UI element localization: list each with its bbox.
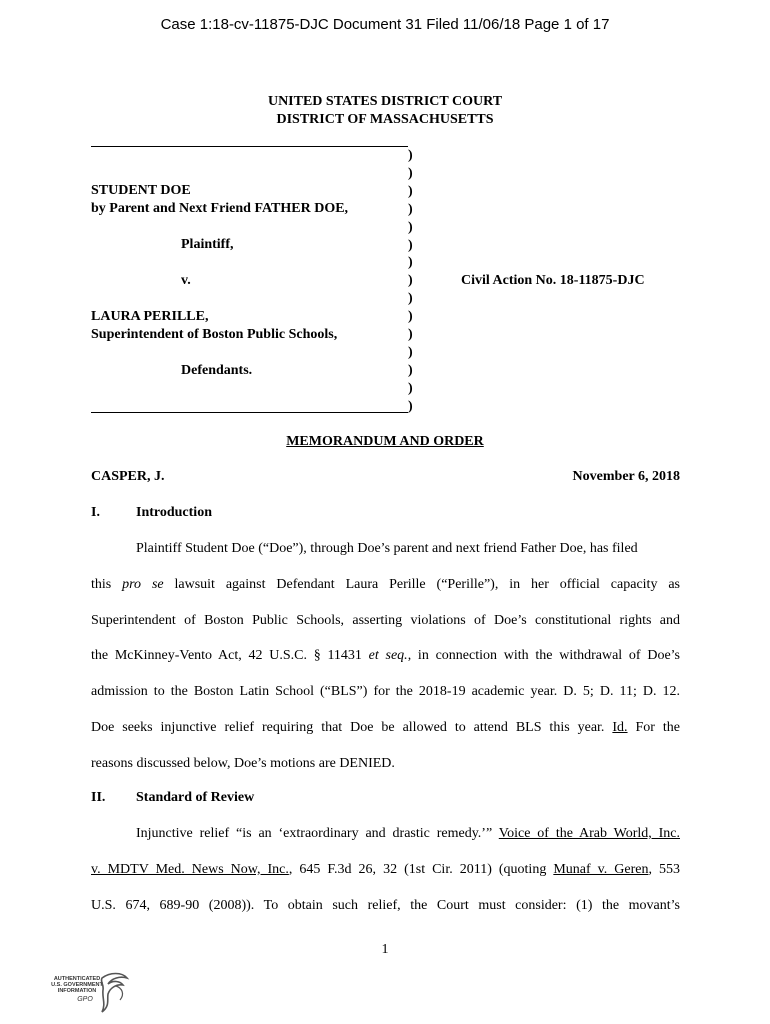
paragraph-line: Superintendent of Boston Public Schools, asserting violations of Doe’s constitutional rights and (91, 612, 680, 628)
standard-paragraph (91, 816, 680, 923)
section-number: II. (91, 790, 106, 805)
gpo-mark: GPO (77, 996, 93, 1003)
plaintiff-representative: by Parent and Next Friend FATHER DOE, (91, 201, 349, 216)
plaintiff-label: Plaintiff, (181, 237, 234, 252)
section-title: Introduction (136, 505, 212, 520)
court-name: UNITED STATES DISTRICT COURT (267, 94, 503, 109)
defendant-title: Superintendent of Boston Public Schools, (91, 327, 338, 342)
introduction-paragraph (91, 531, 680, 782)
defendant-name: LAURA PERILLE, (91, 309, 209, 324)
gpo-text-line: AUTHENTICATED (53, 976, 101, 982)
order-date: November 6, 2018 (572, 469, 680, 484)
paragraph-line: Doe seeks injunctive relief requiring that Doe be allowed to attend BLS this year. Id. For the (91, 719, 680, 735)
section-title: Standard of Review (136, 790, 255, 805)
eagle-icon (98, 970, 130, 1016)
paragraph-line: admission to the Boston Latin School (“BLS”) for the 2018-19 academic year. D. 5; D. 11; D. 12. (91, 684, 680, 700)
versus: v. (181, 273, 191, 288)
paragraph-line: Injunctive relief “is an ‘extraordinary and drastic remedy.’” Voice of the Arab World, Inc. (136, 826, 680, 841)
document-title: MEMORANDUM AND ORDER (286, 434, 484, 449)
paragraph-line: v. MDTV Med. News Now, Inc., 645 F.3d 26, 32 (1st Cir. 2011) (quoting Munaf v. Geren, 553 (91, 861, 680, 877)
defendants-label: Defendants. (181, 363, 253, 378)
paragraph-line: U.S. 674, 689-90 (2008)). To obtain such relief, the Court must consider: (1) the movant’s (91, 897, 680, 913)
caption-parentheses: ) ) ) ) ) ) ) ) ) ) ) ) ) ) ) (408, 148, 413, 414)
case-header: Case 1:18-cv-11875-DJC Document 31 Filed 11/06/18 Page 1 of 17 (160, 16, 610, 33)
civil-action-number: Civil Action No. 18-11875-DJC (461, 273, 645, 288)
court-district: DISTRICT OF MASSACHUSETTS (276, 112, 494, 127)
gpo-authentication-logo (40, 970, 132, 1020)
paragraph-line: reasons discussed below, Doe’s motions are DENIED. (91, 755, 395, 771)
page-number: 1 (381, 942, 389, 957)
gpo-text-line: U.S. GOVERNMENT (51, 982, 103, 988)
judge-name: CASPER, J. (91, 469, 165, 484)
paragraph-line: this pro se lawsuit against Defendant Laura Perille (“Perille”), in her official capacity as (91, 576, 680, 592)
plaintiff-name: STUDENT DOE (91, 183, 191, 198)
caption-top-rule (91, 146, 408, 147)
gpo-text-line: INFORMATION (57, 988, 97, 994)
caption-bottom-rule (91, 412, 408, 413)
section-number: I. (91, 505, 100, 520)
paragraph-line: the McKinney-Vento Act, 42 U.S.C. § 11431 et seq., in connection with the withdrawal of Doe’s (91, 648, 681, 664)
paragraph-line: Plaintiff Student Doe (“Doe”), through Doe’s parent and next friend Father Doe, has filed (136, 541, 638, 556)
